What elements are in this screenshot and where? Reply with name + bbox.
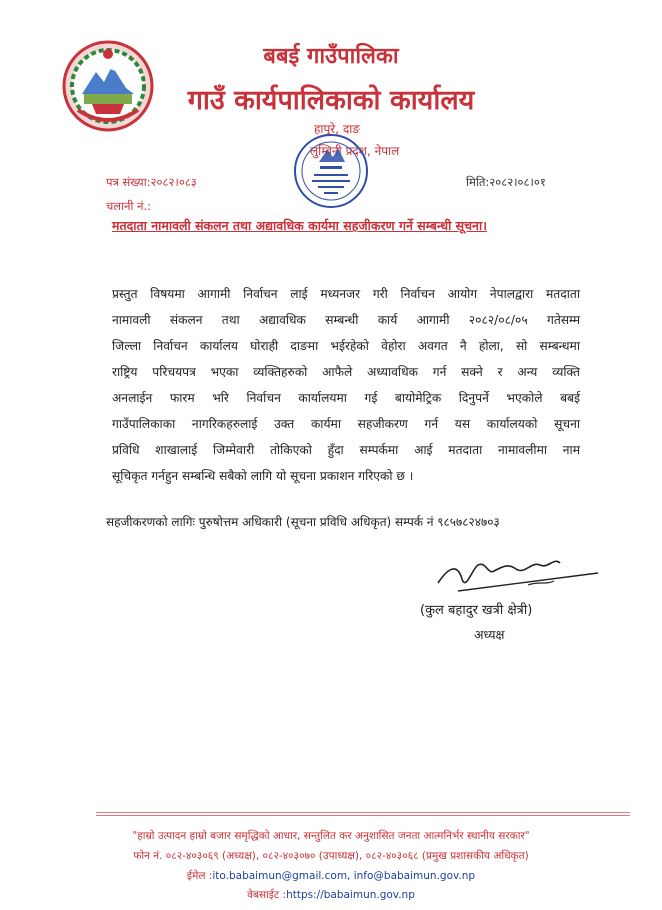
email-link[interactable]: ito.babaimun@gmail.com, info@babaimun.gov.np [212,870,476,882]
body-line-8: सूचिकृत गर्नहुन सम्बन्धि सबैको लागि यो सूचना प्रकाशन गरिएको छ । [112,469,414,483]
body-line-5: अनलाईन फारम भरि निर्वाचन कार्यालयमा गई बायोमेट्रिक दिनुपर्ने भएकोले बबई [112,391,580,405]
footer-website [0,888,662,902]
footer-email [0,869,662,883]
address-line-2: लुम्बिनी प्रदेश, नेपाल [310,144,400,158]
email-label: ईमेल : [186,870,213,882]
website-label: वेबसाईट : [247,889,287,901]
dispatch-number: चलानी नं.: [106,199,152,213]
contact-line: सहजीकरणको लागिः पुरुषोत्तम अधिकारी (सूचना प्रविधि अधिकृत) सम्पर्क नं ९८५७८२४७०३ [106,515,500,529]
body-line-1: प्रस्तुत विषयमा आगामी निर्वाचन लाई मध्यनजर गरी निर्वाचन आयोग नेपालद्वारा मतदाता [112,287,580,301]
footer-slogan: "हाम्रो उत्पादन हाम्रो बजार समृद्धिको आधार, सन्तुलित कर अनुशासित जनता आत्मनिर्भर स्थानीय सरकार" [132,830,530,842]
body-line-6: गाउँपालिकाका नागरिकहरुलाई उक्त कार्यमा सहजीकरण गर्न यस कार्यालयको सूचना [112,417,580,431]
footer-divider-2 [96,815,630,816]
footer-divider [96,812,630,813]
signatory-title: अध्यक्ष [474,627,505,642]
footer-phones: फोन नं. ०८२-४०३०६९ (अध्यक्ष), ०८२-४०३०७० (उपाध्यक्ष), ०८२-४०३०६८ (प्रमुख प्रशासकीय अधिकृत) [133,850,529,862]
body-line-3: जिल्ला निर्वाचन कार्यालय घोराही दाङमा भईरहेको वेहोरा अवगत नै होला, सो सम्बन्धमा [112,339,580,353]
body-line-4: राष्ट्रिय परिचयपत्र भएका व्यक्तिहरुको आफैले अध्यावधिक गर्न सक्ने र अन्य व्यक्ति [112,365,580,379]
website-link[interactable]: https://babaimun.gov.np [286,889,415,901]
body-line-2: नामावली संकलन तथा अद्यावधिक सम्बन्धी कार्य आगामी २०८२/०८/०५ गतेसम्म [112,313,580,327]
office-seal-icon [292,132,370,210]
address-line-1: हापुरे, दाङ [314,122,360,136]
letter-number: पत्र संख्या:२०८२।०८३ [106,175,197,189]
office-name: गाउँ कार्यपालिकाको कार्यालय [187,85,475,116]
subject-line: मतदाता नामावली संकलन तथा अद्यावधिक कार्यमा सहजीकरण गर्ने सम्बन्धी सूचना। [112,218,487,233]
letter-date: मिति:२०८२।०८।०१ [466,175,546,189]
org-name: बबई गाउँपालिका [263,44,399,69]
body-line-7: प्रविधि शाखालाई जिम्मेवारी तोकिएको हुँदा सम्पर्कमा आई मतदाता नामावलीमा नाम [112,443,580,457]
signatory-name: (कुल बहादुर खत्री क्षेत्री) [420,603,533,618]
